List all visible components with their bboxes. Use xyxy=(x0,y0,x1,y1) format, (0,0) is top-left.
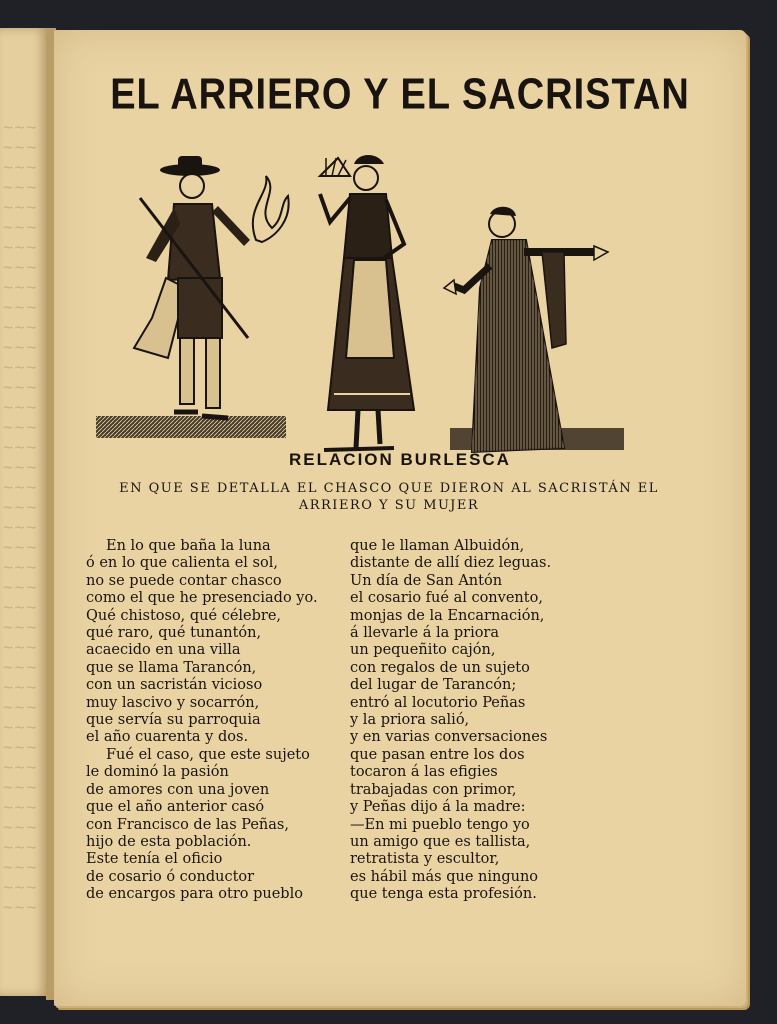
verse-line: de amores con una joven xyxy=(86,781,270,798)
verse-line: que servía su parroquia xyxy=(86,712,261,729)
verse-line: —En mi pueblo tengo yo xyxy=(350,816,530,833)
verse-line: Este tenía el oficio xyxy=(86,851,223,868)
verse-line: con Francisco de las Peñas, xyxy=(86,816,289,833)
verse-line: es hábil más que ninguno xyxy=(350,868,539,885)
verse-line: á llevarle á la priora xyxy=(350,625,500,642)
verse-line: y en varias conversaciones xyxy=(350,729,548,746)
verse-line: trabajadas con primor, xyxy=(350,781,517,798)
verse-line: monjas de la Encarnación, xyxy=(350,607,545,624)
left-page-edge xyxy=(0,28,48,996)
verse-line: como el que he presenciado yo. xyxy=(86,590,318,607)
verse-line: el cosario fué al convento, xyxy=(350,590,543,607)
page-title: EL ARRIERO Y EL SACRISTAN xyxy=(110,70,690,120)
verse-line: qué raro, qué tunantón, xyxy=(86,625,262,642)
verse-line: y Peñas dijo á la madre: xyxy=(350,799,526,816)
verse-line: un amigo que es tallista, xyxy=(350,833,531,850)
mujer-figure xyxy=(320,155,414,450)
verse-line: no se puede contar chasco xyxy=(86,572,282,589)
verse-line: que pasan entre los dos xyxy=(350,746,525,763)
verse-column-2 xyxy=(350,538,551,904)
section-subheading: EN QUE SE DETALLA EL CHASCO QUE DIERON AL SACRISTÁN EL ARRIERO Y SU MUJER xyxy=(119,481,659,513)
verse-line: ó en lo que calienta el sol, xyxy=(86,555,278,572)
sacristan-figure xyxy=(444,207,608,452)
verse-line: con regalos de un sujeto xyxy=(350,659,530,676)
ground-left xyxy=(96,416,286,438)
verse-line: tocaron á las efigies xyxy=(350,764,498,781)
verse-line: que le llaman Albuidón, xyxy=(350,538,525,554)
verse-line: y la priora salió, xyxy=(350,712,470,729)
verse-line: que tenga esta profesión. xyxy=(350,886,537,903)
verse-line: de encargos para otro pueblo xyxy=(86,886,303,903)
verse-line: el año cuarenta y dos. xyxy=(86,729,249,746)
verse-line: Fué el caso, que este sujeto xyxy=(106,746,310,763)
woodcut-illustration xyxy=(94,148,634,468)
verse-line: retratista y escultor, xyxy=(350,851,500,868)
verse-line: con un sacristán vicioso xyxy=(86,677,263,694)
verse-line: que el año anterior casó xyxy=(86,799,265,816)
verse-line: distante de allí diez leguas. xyxy=(350,555,552,572)
verse-line: de cosario ó conductor xyxy=(86,868,255,885)
verse-line: que se llama Tarancón, xyxy=(86,659,257,676)
bleed-through-texture: ~~~ ~~~ ~~~ ~~~ ~~~ ~~~ ~~~ ~~~ ~~~ ~~~ ~~~ ~~~ ~~~ ~~~ ~~~ ~~~ ~~~ ~~~ ~~~ ~~~ ~~~ ~~~ ~~~ ~~~ ~~~ ~~~ ~~~ ~~~ ~~~ ~~~ ~~~ ~~~ ~~~ ~~~ ~~~ ~~~ ~~~ ~~~ ~~~ ~~~ xyxy=(2,120,38,916)
verse-line: muy lascivo y socarrón, xyxy=(86,694,260,711)
verse-line: un pequeñito cajón, xyxy=(350,642,496,659)
verse-line: En lo que baña la luna xyxy=(106,538,271,554)
verse-line: le dominó la pasión xyxy=(86,764,229,781)
verse-column-1 xyxy=(86,538,318,904)
verse-line: Qué chistoso, qué célebre, xyxy=(86,607,282,624)
book-page xyxy=(54,30,746,1006)
verse-line: Un día de San Antón xyxy=(350,572,503,589)
verse-line: acaecido en una villa xyxy=(86,642,241,659)
section-heading: RELACION BURLESCA xyxy=(289,450,511,469)
verse-line: entró al locutorio Peñas xyxy=(350,694,526,711)
arriero-figure xyxy=(134,156,289,418)
verse-line: hijo de esta población. xyxy=(86,833,252,850)
verse-line: del lugar de Tarancón; xyxy=(350,677,517,694)
